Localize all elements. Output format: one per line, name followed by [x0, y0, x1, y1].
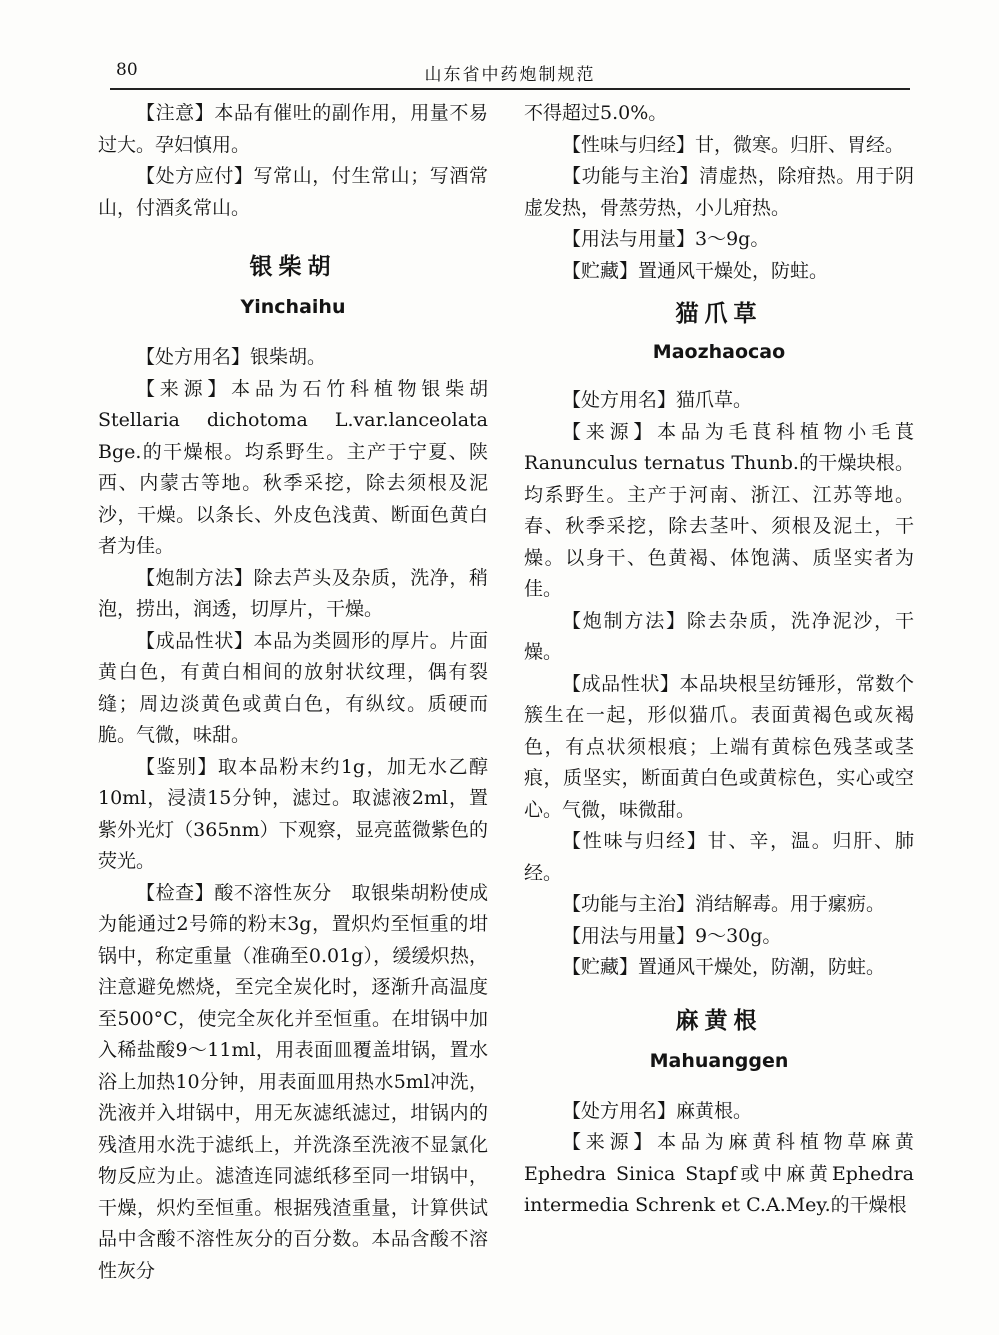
page-number: 80 [116, 60, 138, 80]
paragraph-function-indication: 【功能与主治】清虚热，除疳热。用于阴虚发热，骨蒸劳热，小儿疳热。 [524, 165, 914, 219]
paragraph-continuation: 不得超过5.0%。 [524, 102, 668, 124]
entry-pinyin-mahuanggen: Mahuanggen [649, 1049, 789, 1072]
paragraph-processing-method: 【炮制方法】除去杂质，洗净泥沙，干燥。 [524, 609, 914, 663]
paragraph-prescription-dispensing: 【处方应付】写常山，付生常山；写酒常山，付酒炙常山。 [98, 165, 488, 219]
paragraph-inspection: 【检查】酸不溶性灰分 取银柴胡粉使成为能通过2号筛的粉末3g，置炽灼至恒重的坩锅中，称定重量（准确至0.01g），缓缓炽热，注意避免燃烧，至完全炭化时，逐渐升高温度至500°C，使完全灰化并至恒重。在坩锅中加入稀盐酸9～11ml，用表面皿覆盖坩锅，置水浴上加热10分钟，用表面皿用热水5ml冲洗，洗液并入坩锅中，用无灰滤纸滤过，坩锅内的残渣用水洗于滤纸上，并洗涤至洗液不显氯化物反应为止。滤渣连同滤纸移至同一坩锅中，干燥，炽灼至恒重。根据残渣重量，计算供试品中含酸不溶性灰分的百分数。本品含酸不溶性灰分 [98, 881, 488, 1282]
paragraph-source: 【来源】本品为石竹科植物银柴胡Stellaria dichotoma L.var.lanceolata Bge.的干燥根。均系野生。主产于宁夏、陕西、内蒙古等地。秋季采挖，除去须根及泥沙，干燥。以条长、外皮色浅黄、断面色黄白者为佳。 [98, 377, 488, 557]
entry-title-mahuanggen: 麻黄根 [675, 1006, 763, 1034]
paragraph-prescription-name: 【处方用名】猫爪草。 [562, 389, 753, 411]
entry-title-maozhaocao: 猫爪草 [675, 300, 763, 327]
paragraph-nature-meridian: 【性味与归经】甘，微寒。归肝、胃经。 [562, 133, 905, 156]
paragraph-nature-meridian: 【性味与归经】甘、辛，温。归肝、肺经。 [524, 830, 914, 884]
paragraph-prescription-name: 【处方用名】银柴胡。 [136, 346, 327, 368]
paragraph-source: 【来源】本品为毛茛科植物小毛茛Ranunculus ternatus Thunb.的干燥块根。均系野生。主产于河南、浙江、江苏等地。春、秋季采挖，除去茎叶、须根及泥土，干燥。以身干、色黄褐、体饱满、质坚实者为佳。 [524, 420, 914, 600]
paragraph-storage: 【贮藏】置通风干燥处，防蛀。 [562, 259, 829, 282]
paragraph-source: 【来源】本品为麻黄科植物草麻黄Ephedra Sinica Stapf或中麻黄Ephedra intermedia Schrenk et C.A.Mey.的干燥根 [524, 1131, 914, 1216]
entry-pinyin-yinchaihu: Yinchaihu [240, 296, 346, 318]
paragraph-usage-dosage: 【用法与用量】9～30g。 [562, 924, 782, 947]
right-column [524, 98, 914, 1222]
header-rule [110, 88, 910, 90]
entry-title-yinchaihu: 银柴胡 [249, 253, 337, 280]
paragraph-storage: 【贮藏】置通风干燥处，防潮，防蛀。 [562, 956, 886, 978]
paragraph-caution: 【注意】本品有催吐的副作用，用量不易过大。孕妇慎用。 [98, 102, 488, 156]
left-column [98, 98, 488, 1287]
paragraph-usage-dosage: 【用法与用量】3～9g。 [562, 228, 770, 250]
paragraph-prescription-name: 【处方用名】麻黄根。 [562, 1099, 753, 1122]
paragraph-product-characteristics: 【成品性状】本品块根呈纺锤形，常数个簇生在一起，形似猫爪。表面黄褐色或灰褐色，有点状须根痕；上端有黄棕色残茎或茎痕，质坚实，断面黄白色或黄棕色，实心或空心。气微，味微甜。 [524, 672, 914, 821]
running-title: 山东省中药炮制规范 [424, 65, 596, 85]
paragraph-identification: 【鉴别】取本品粉末约1g，加无水乙醇10ml，浸渍15分钟，滤过。取滤液2ml，置紫外光灯（365nm）下观察，显亮蓝微紫色的荧光。 [98, 755, 488, 872]
paragraph-processing-method: 【炮制方法】除去芦头及杂质，洗净，稍泡，捞出，润透，切厚片，干燥。 [98, 566, 488, 620]
entry-pinyin-maozhaocao: Maozhaocao [652, 341, 786, 363]
page-header [0, 0, 999, 90]
paragraph-product-characteristics: 【成品性状】本品为类圆形的厚片。片面黄白色，有黄白相间的放射状纹理，偶有裂缝；周边淡黄色或黄白色，有纵纹。质硬而脆。气微，味甜。 [98, 629, 488, 746]
paragraph-function-indication: 【功能与主治】消结解毒。用于瘰疬。 [562, 893, 886, 915]
